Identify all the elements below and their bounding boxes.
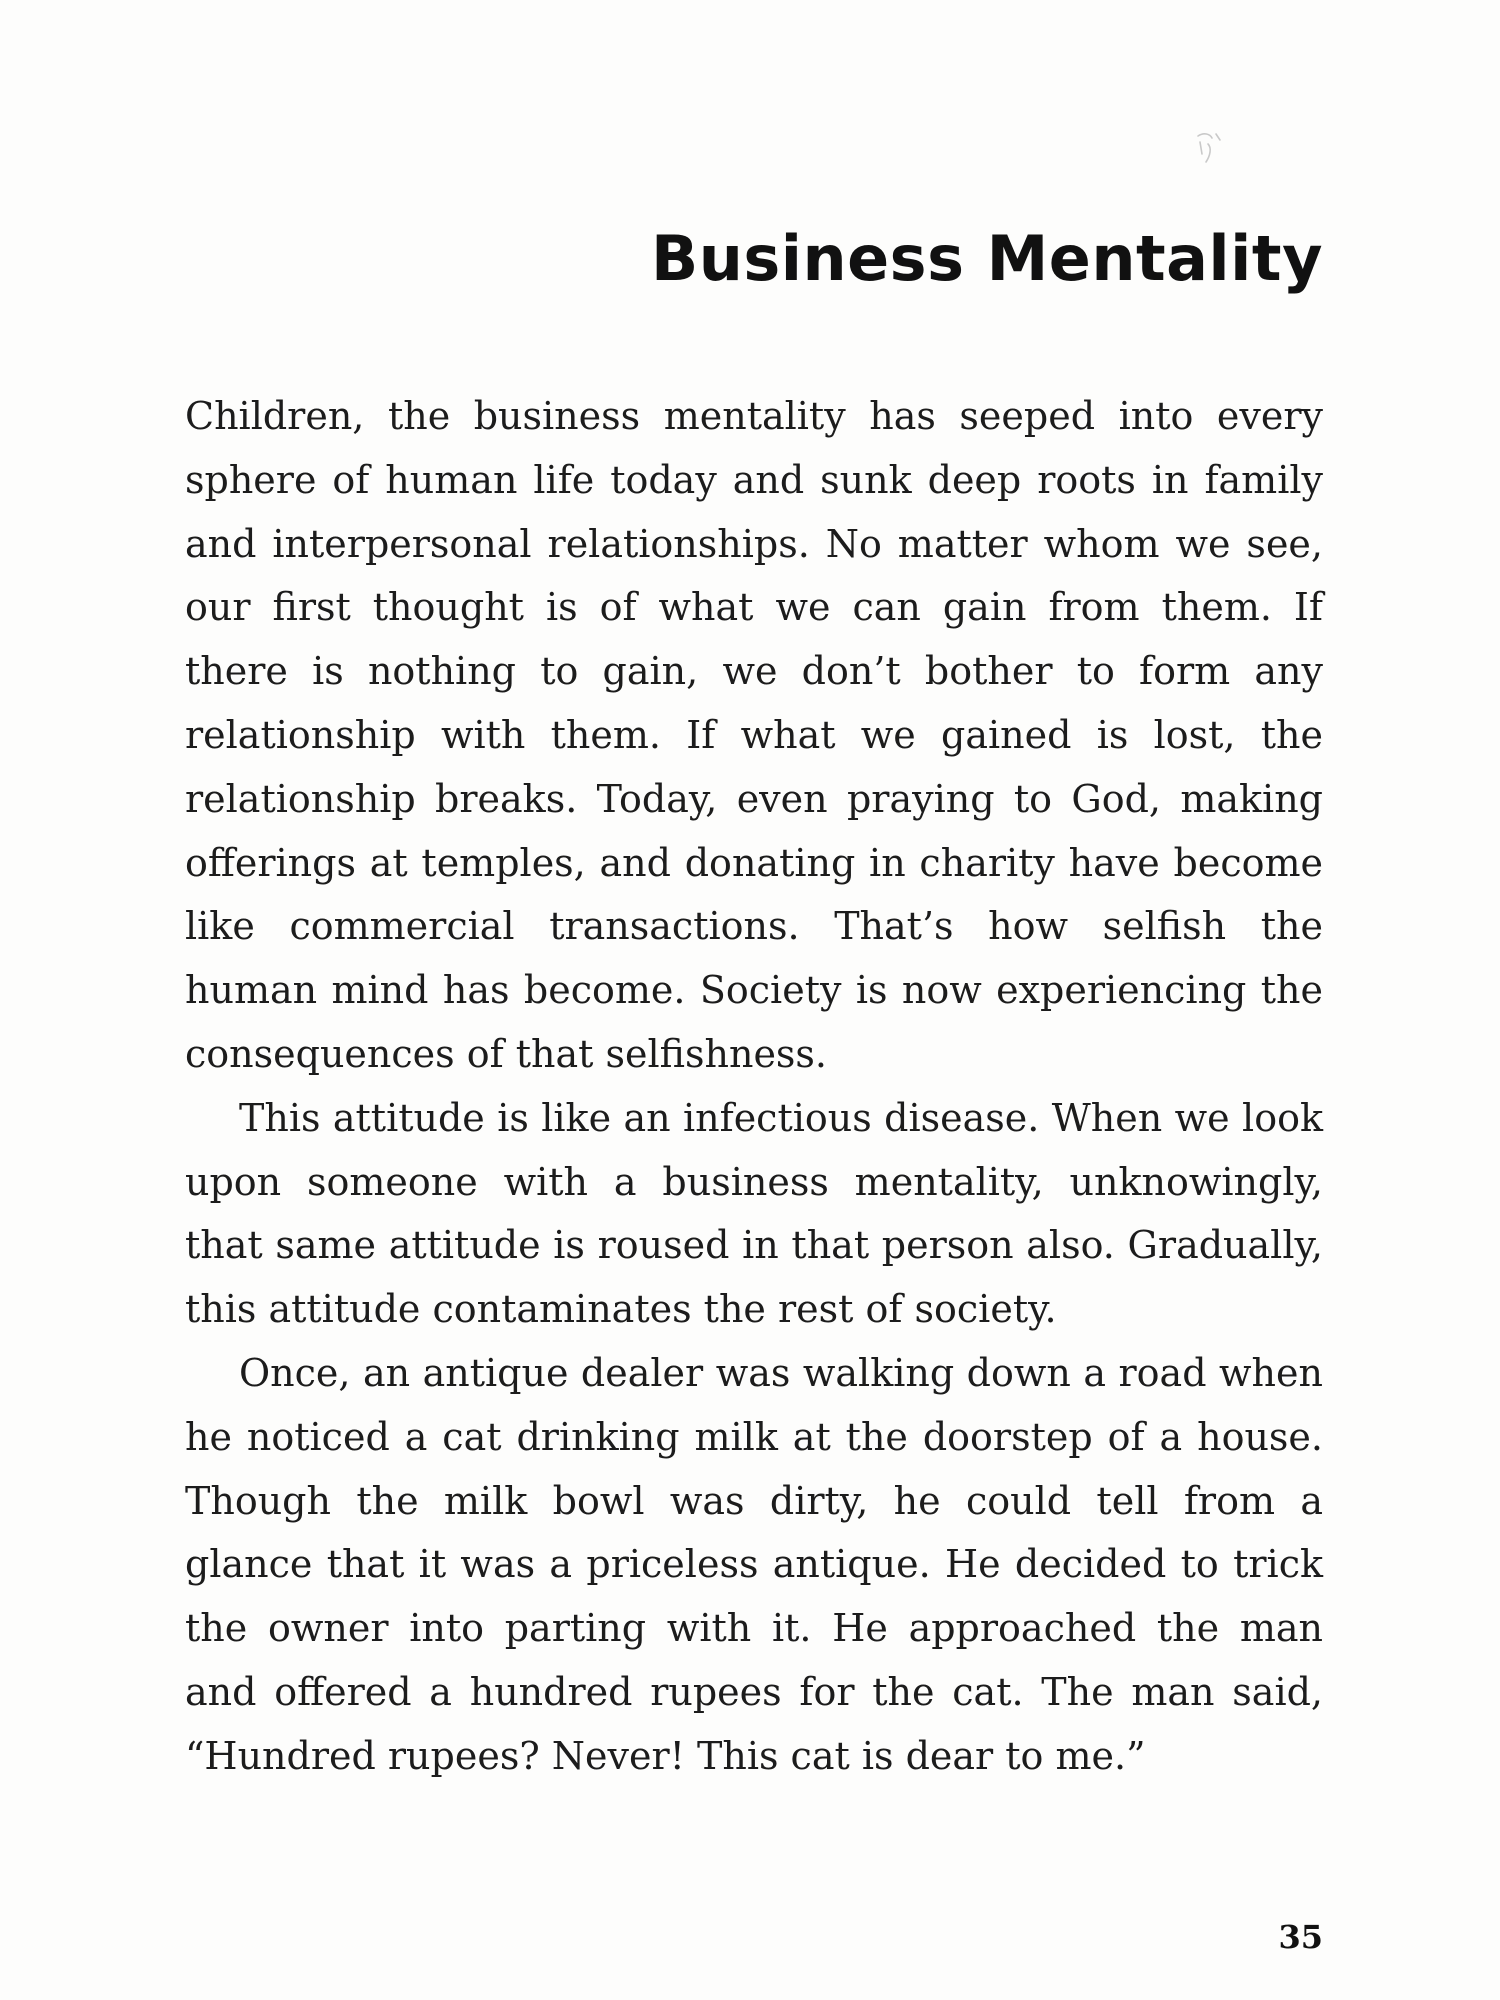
faint-ink-mark (1190, 128, 1230, 178)
chapter-body (185, 385, 1323, 1789)
paragraph-2: This attitude is like an infectious disease. When we look upon someone with a business mentality, unknowingly, that same attitude is roused in that person also. Gradually, this attitude contaminates the rest of society. (185, 1095, 1323, 1332)
paragraph-1: Children, the business mentality has seeped into every sphere of human life today and sunk deep roots in family and interpersonal relationships. No matter whom we see, our first thought is of what we can gain from them. If there is nothing to gain, we don’t bother to form any relationship with them. If what we gained is lost, the relationship breaks. Today, even praying to God, making offerings at temples, and donating in charity have become like commercial transactions. That’s how selfish the human mind has become. Society is now experiencing the consequences of that selfishness. (185, 394, 1323, 1076)
chapter-title: Business Mentality (650, 222, 1323, 295)
paragraph-3: Once, an antique dealer was walking down a road when he noticed a cat drinking milk at the doorstep of a house. Though the milk bowl was dirty, he could tell from a glance that it was a priceless antique. He decided to trick the owner into parting with it. He approached the man and offered a hundred rupees for the cat. The man said, “Hundred rupees? Never! This cat is dear to me.” (185, 1350, 1323, 1778)
page-number: 35 (1278, 1918, 1323, 1956)
